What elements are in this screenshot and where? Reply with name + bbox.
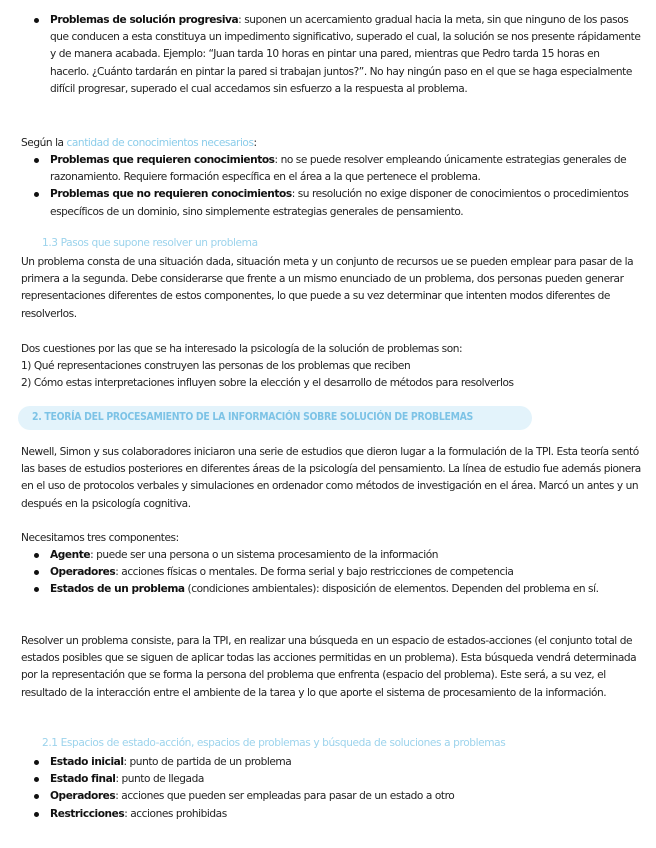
list-item: Estados de un problema (condiciones ambientales): disposición de elementos. Dependen del problema en sí. <box>21 581 641 598</box>
highlight-text: cantidad de conocimientos necesarios <box>66 137 254 149</box>
section-2-header <box>18 406 532 430</box>
list-item: Estado inicial: punto de partida de un problema <box>21 754 641 771</box>
list-item: Operadores: acciones que pueden ser empleadas para pasar de un estado a otro <box>21 788 641 805</box>
term: Operadores <box>50 566 116 579</box>
term: Estados de un problema <box>50 583 185 596</box>
knowledge-list <box>21 152 641 221</box>
resolver-paragraph: Resolver un problema consiste, para la TPI, en realizar una búsqueda en un espacio de estados-acciones (el conjunto total de estados posibles que se siguen de aplicar todas las acciones permitidas en un problema). Esta búsqueda vendrá determinada por la representación que se forma la persona del problema que enfrenta (espacio del problema). Este será, a su vez, el resultado de la interacción entre el ambiente de la tarea y lo que aporte el sistema de procesamiento de la información. <box>21 635 637 699</box>
term: Estado inicial <box>50 756 124 768</box>
section-2-paragraph: Newell, Simon y sus colaboradores iniciaron una serie de estudios que dieron lugar a la formulación de la TPI. Esta teoría sentó las bases de estudios posteriores en diferentes áreas de la psicología del pensamiento. La línea de estudio fue además pionera en el uso de protocolos verbales y simulaciones en ordenador como métodos de investigación en el área. Marcó un antes y un después en la psicología cognitiva. <box>21 446 641 510</box>
section-1-3-paragraph: Un problema consta de una situación dada, situación meta y un conjunto de recursos ue se pueden emplear para pasar de la primera a la segunda. Debe considerarse que frente a un mismo enunciado de un problema, dos personas pueden generar representaciones diferentes de estos componentes, lo que puede a su vez determinar que intenten modos diferentes de resolverlos. <box>21 256 634 320</box>
list-item: Problemas que requieren conocimientos: no se puede resolver empleando únicamente estrategias generales de razonamiento. Requiere formación específica en el área a la que pertenece el problema. <box>21 152 641 186</box>
segun-heading: Según la cantidad de conocimientos necesarios: <box>21 137 257 149</box>
list-item: Estado final: punto de llegada <box>21 771 641 788</box>
components-list <box>21 547 641 599</box>
term: Agente <box>50 549 91 561</box>
questions-block: Dos cuestiones por las que se ha interesado la psicología de la solución de problemas son: 1) Qué representaciones construyen las personas de los problemas que reciben 2) Cómo estas interpretaciones influyen sobre la elección y el desarrollo de métodos para resolverlos <box>21 341 641 393</box>
section-2-title: 2. TEORÍA DEL PROCESAMIENTO DE LA INFORMACIÓN SOBRE SOLUCIÓN DE PROBLEMAS <box>32 411 473 423</box>
term: Problemas de solución progresiva <box>50 14 239 26</box>
list-item: Problemas que no requieren conocimientos: su resolución no exige disponer de conocimientos o procedimientos específicos de un dominio, sino simplemente estrategias generales de pensamiento. <box>21 186 641 220</box>
list-item: Problemas de solución progresiva: suponen un acercamiento gradual hacia la meta, sin que ninguno de los pasos que conducen a esta constituya un impedimento significativo, superado el cual, la solución se nos presente rápidamente y de manera acabada. Ejemplo: “Juan tarda 10 horas en pintar una pared, mientras que Pedro tarda 15 horas en hacerlo. ¿Cuánto tardarán en pintar la pared si trabajan juntos?”. No hay ningún paso en el que se haga especialmente difícil progresar, superado el cual accedamos sin esfuerzo a la respuesta al problema. <box>21 12 641 98</box>
term: Problemas que no requieren conocimientos <box>50 188 292 201</box>
intro-list <box>21 12 641 98</box>
term: Restricciones <box>50 807 125 820</box>
list-item: Operadores: acciones físicas o mentales. De forma serial y bajo restricciones de competencia <box>21 564 641 581</box>
question-2: 2) Cómo estas interpretaciones influyen sobre la elección y el desarrollo de métodos para resolverlos <box>21 377 514 390</box>
question-1: 1) Qué representaciones construyen las personas de los problemas que reciben <box>21 360 411 373</box>
section-2-1-title: 2.1 Espacios de estado-acción, espacios de problemas y búsqueda de soluciones a problemas <box>42 737 506 749</box>
section-1-3-title: 1.3 Pasos que supone resolver un problema <box>42 237 258 249</box>
list-item: Agente: puede ser una persona o un sistema procesamiento de la información <box>21 547 641 564</box>
term: Operadores <box>50 790 116 803</box>
components-intro: Necesitamos tres componentes: <box>21 532 179 544</box>
list-item: Restricciones: acciones prohibidas <box>21 806 641 823</box>
term: Problemas que requieren conocimientos <box>50 154 275 166</box>
section-2-1-list <box>21 754 641 823</box>
term: Estado final <box>50 773 116 786</box>
